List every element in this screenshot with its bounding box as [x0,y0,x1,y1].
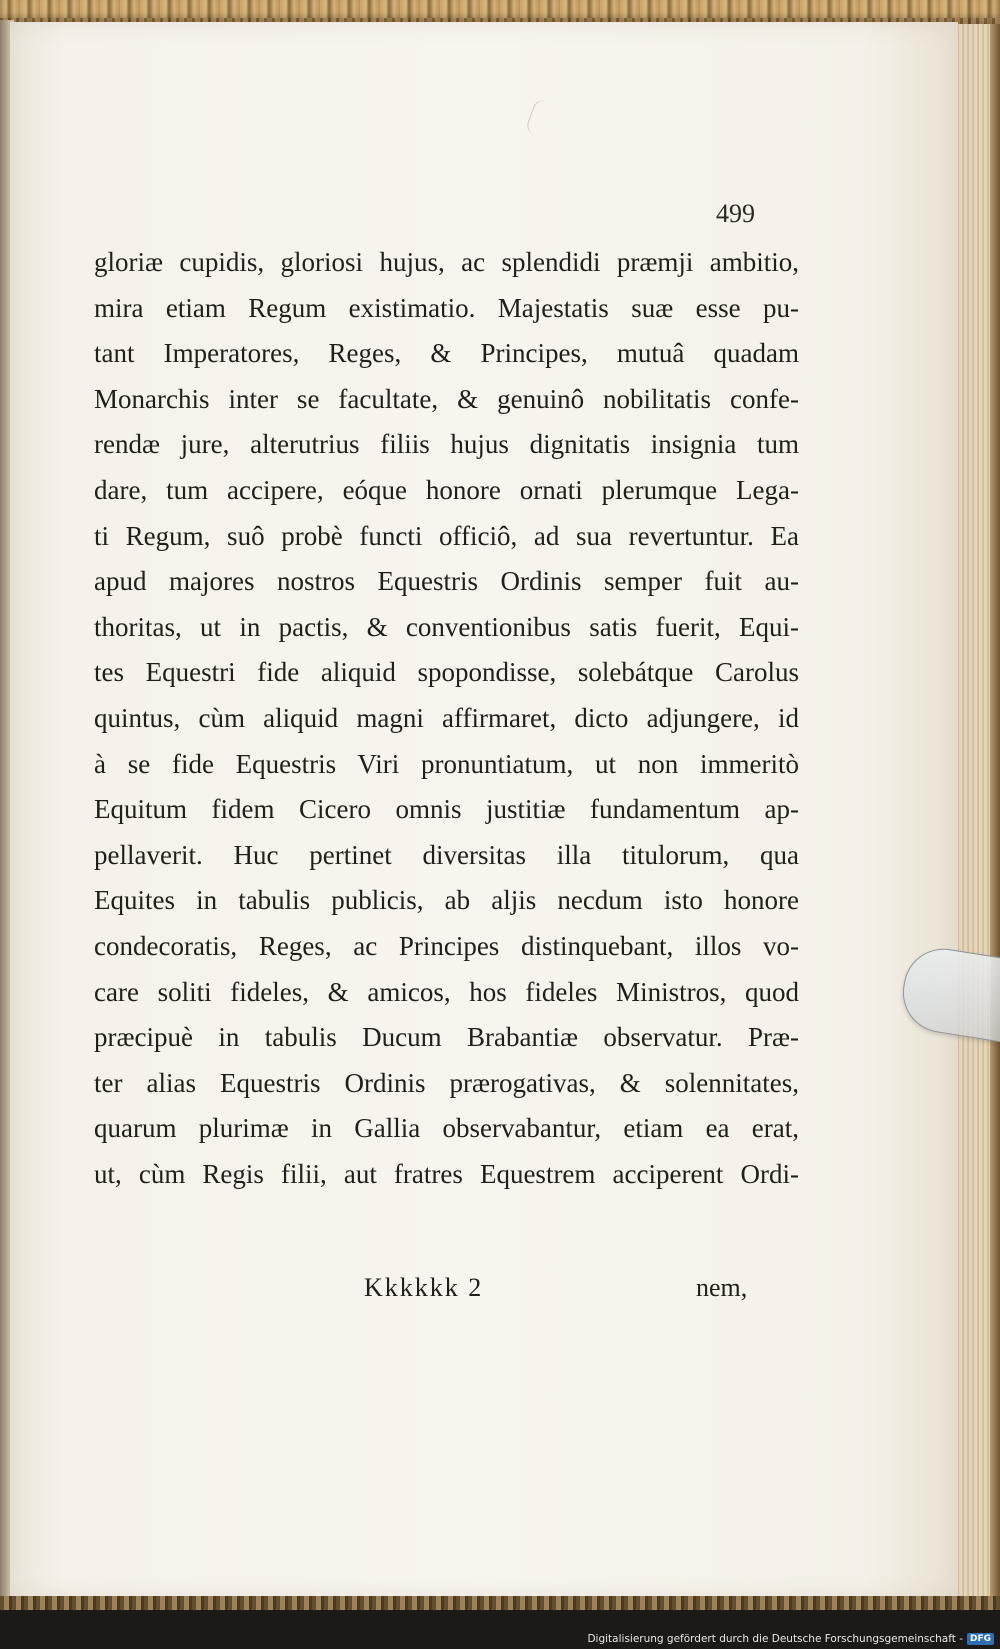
text-line: dare, tum accipere, eóque honore ornati plerumque Lega- [94,474,799,505]
text-line: gloriæ cupidis, gloriosi hujus, ac splendidi præmji ambitio, [94,247,799,277]
credit-text: Digitalisierung gefördert durch die Deutsche Forschungsgemeinschaft - [587,1633,963,1645]
text-line: tes Equestri fide aliquid spopondisse, solebátque Carolus [94,657,799,688]
text-line: thoritas, ut in pactis, & conventionibus satis fuerit, Equi- [94,611,799,642]
text-line: à se fide Equestris Viri pronuntiatum, ut non immeritò [94,748,799,779]
text-line: ter alias Equestris Ordinis prærogativas, & solennitates, [94,1067,799,1098]
text-line: care soliti fideles, & amicos, hos fideles Ministros, quod [94,976,799,1007]
page-number: 499 [716,199,755,228]
text-line: ut, cùm Regis filii, aut fratres Equestrem acciperent Ordi- [94,1158,799,1189]
text-line: condecoratis, Reges, ac Principes distinquebant, illos vo- [94,930,799,961]
text-line: ti Regum, suô probè functi officiô, ad sua revertuntur. Ea [94,520,799,551]
book-page [10,22,958,1597]
pencil-mark [524,97,556,138]
text-line: quintus, cùm aliquid magni affirmaret, dicto adjungere, id [94,702,799,733]
text-line: pellaverit. Huc pertinet diversitas illa titulorum, qua [94,839,799,870]
text-line: præcipuè in tabulis Ducum Brabantiæ observatur. Præ- [94,1022,799,1053]
page-body-text [94,240,799,1197]
signature-mark: Kkkkkk 2 [364,1273,484,1302]
text-line: tant Imperatores, Reges, & Principes, mutuâ quadam [94,338,799,369]
dfg-logo: DFG [967,1633,994,1645]
decorative-top-border [0,0,1000,24]
catchword: nem, [696,1273,748,1302]
text-line: Monarchis inter se facultate, & genuinô nobilitatis confe- [94,383,799,414]
decorative-bottom-border [0,1596,1000,1610]
page-stack-edge [955,24,1000,1604]
text-line: mira etiam Regum existimatio. Majestatis suæ esse pu- [94,292,799,323]
text-line: rendæ jure, alterutrius filiis hujus dignitatis insignia tum [94,429,799,460]
text-line: Equites in tabulis publicis, ab aljis necdum isto honore [94,885,799,916]
digitization-credit [587,1631,994,1647]
text-line: quarum plurimæ in Gallia observabantur, etiam ea erat, [94,1113,799,1144]
text-line: Equitum fidem Cicero omnis justitiæ fundamentum ap- [94,794,799,825]
page-footer-line [94,1270,799,1306]
text-line: apud majores nostros Equestris Ordinis semper fuit au- [94,566,799,597]
